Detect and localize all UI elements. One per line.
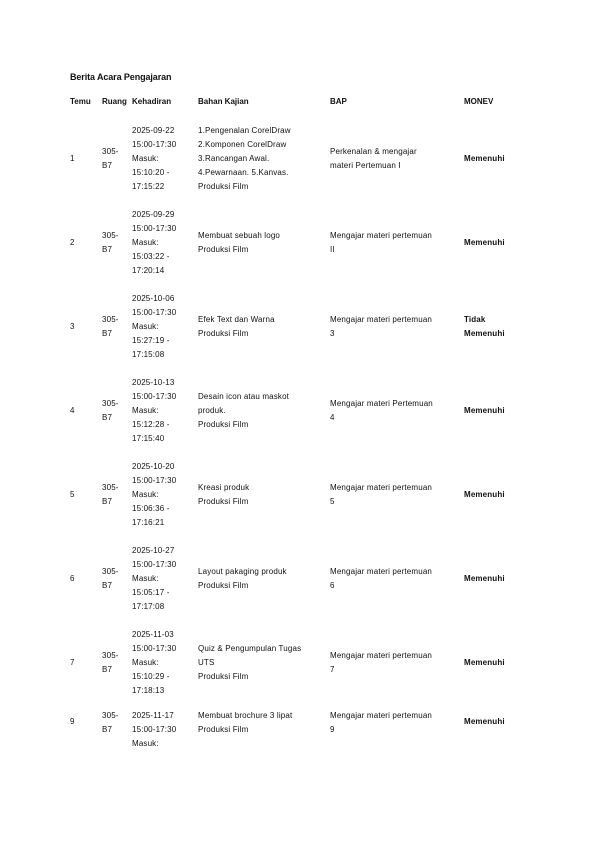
header-kehadiran: Kehadiran xyxy=(132,97,172,106)
cell-ruang: 305- B7 xyxy=(102,399,119,422)
cell-bap: Mengajar materi pertemuan 9 xyxy=(330,711,433,734)
header-monev: MONEV xyxy=(464,97,494,106)
cell-bahan-kajian: Membuat brochure 3 lipat Produksi Film xyxy=(198,711,293,734)
cell-bap: Mengajar materi pertemuan 7 xyxy=(330,651,433,674)
cell-temu: 4 xyxy=(70,406,75,415)
cell-ruang: 305- B7 xyxy=(102,315,119,338)
cell-kehadiran: 2025-11-03 15:00-17:30 Masuk: 15:10:29 - 17:18:13 xyxy=(132,630,177,695)
cell-bap: Mengajar materi pertemuan II xyxy=(330,231,433,254)
cell-bahan-kajian: Quiz & Pengumpulan Tugas UTS Produksi Film xyxy=(198,644,302,681)
table-header-row xyxy=(68,94,530,117)
cell-monev: Tidak Memenuhi xyxy=(464,315,505,338)
cell-kehadiran: 2025-10-06 15:00-17:30 Masuk: 15:27:19 - 17:15:08 xyxy=(132,294,177,359)
cell-bahan-kajian: 1.Pengenalan CorelDraw 2.Komponen CorelDraw 3.Rancangan Awal. 4.Pewarnaan. 5.Kanvas. Produksi Film xyxy=(198,126,291,191)
cell-temu: 3 xyxy=(70,322,75,331)
cell-kehadiran: 2025-10-27 15:00-17:30 Masuk: 15:05:17 - 17:17:08 xyxy=(132,546,177,611)
table-row xyxy=(68,201,530,285)
table-row xyxy=(68,117,530,201)
cell-kehadiran: 2025-09-29 15:00-17:30 Masuk: 15:03:22 - 17:20:14 xyxy=(132,210,177,275)
cell-ruang: 305- B7 xyxy=(102,711,119,734)
cell-kehadiran: 2025-09-22 15:00-17:30 Masuk: 15:10:20 - 17:15:22 xyxy=(132,126,177,191)
header-bap: BAP xyxy=(330,97,347,106)
cell-ruang: 305- B7 xyxy=(102,567,119,590)
cell-bap: Perkenalan & mengajar materi Pertemuan I xyxy=(330,147,417,170)
cell-monev: Memenuhi xyxy=(464,154,505,163)
cell-bahan-kajian: Kreasi produk Produksi Film xyxy=(198,483,250,506)
cell-temu: 9 xyxy=(70,717,75,726)
cell-temu: 7 xyxy=(70,658,75,667)
cell-ruang: 305- B7 xyxy=(102,651,119,674)
table-row xyxy=(68,537,530,621)
table-row xyxy=(68,453,530,537)
teaching-report-table xyxy=(68,94,530,759)
document-title: Berita Acara Pengajaran xyxy=(70,72,172,82)
cell-bap: Mengajar materi Pertemuan 4 xyxy=(330,399,433,422)
cell-ruang: 305- B7 xyxy=(102,483,119,506)
cell-bahan-kajian: Efek Text dan Warna Produksi Film xyxy=(198,315,275,338)
cell-temu: 6 xyxy=(70,574,75,583)
cell-bahan-kajian: Desain icon atau maskot produk. Produksi Film xyxy=(198,392,290,429)
table-row xyxy=(68,285,530,369)
cell-temu: 5 xyxy=(70,490,75,499)
cell-monev: Memenuhi xyxy=(464,658,505,667)
cell-monev: Memenuhi xyxy=(464,406,505,415)
cell-kehadiran: 2025-11-17 15:00-17:30 Masuk: xyxy=(132,711,177,748)
cell-monev: Memenuhi xyxy=(464,574,505,583)
cell-bahan-kajian: Membuat sebuah logo Produksi Film xyxy=(198,231,281,254)
cell-bap: Mengajar materi pertemuan 6 xyxy=(330,567,433,590)
cell-monev: Memenuhi xyxy=(464,238,505,247)
cell-monev: Memenuhi xyxy=(464,490,505,499)
cell-kehadiran: 2025-10-13 15:00-17:30 Masuk: 15:12:28 - 17:15:40 xyxy=(132,378,177,443)
cell-temu: 1 xyxy=(70,154,75,163)
cell-bap: Mengajar materi pertemuan 5 xyxy=(330,483,433,506)
cell-temu: 2 xyxy=(70,238,75,247)
cell-kehadiran: 2025-10-20 15:00-17:30 Masuk: 15:06:36 - 17:16:21 xyxy=(132,462,177,527)
cell-ruang: 305- B7 xyxy=(102,231,119,254)
table-row xyxy=(68,369,530,453)
cell-bahan-kajian: Layout pakaging produk Produksi Film xyxy=(198,567,287,590)
cell-ruang: 305- B7 xyxy=(102,147,119,170)
header-bahan-kajian: Bahan Kajian xyxy=(198,97,249,106)
cell-monev: Memenuhi xyxy=(464,717,505,726)
header-ruang: Ruang xyxy=(102,97,127,106)
table-row xyxy=(68,621,530,705)
table-row xyxy=(68,705,530,759)
cell-bap: Mengajar materi pertemuan 3 xyxy=(330,315,433,338)
header-temu: Temu xyxy=(70,97,91,106)
